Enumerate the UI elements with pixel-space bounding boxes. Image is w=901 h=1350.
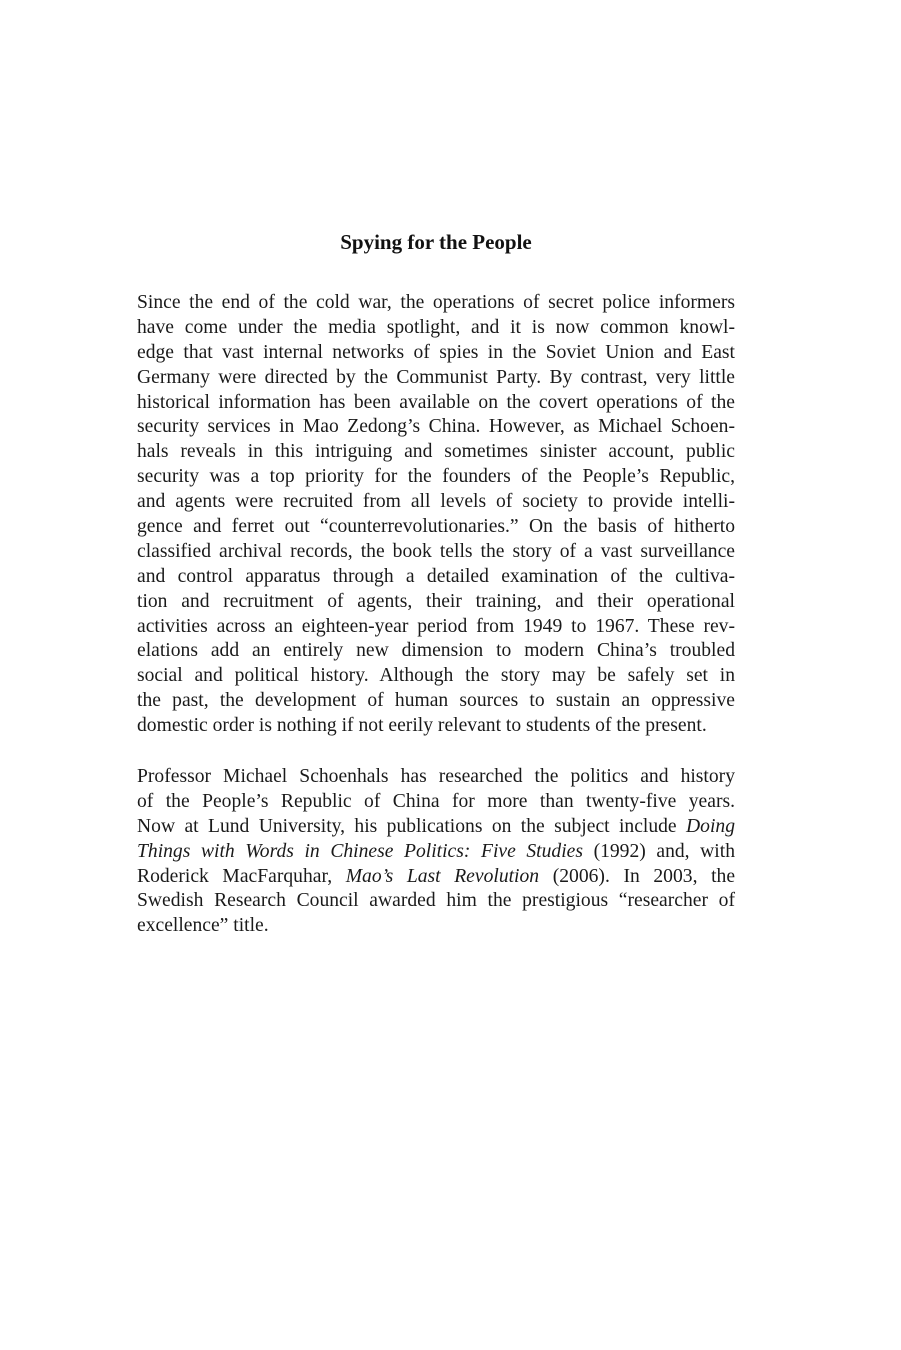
text-line (137, 790, 735, 815)
text-line: elations add an entirely new dimension to modern China’s troubled (137, 640, 735, 662)
text-line: Since the end of the cold war, the operations of secret police informers (137, 292, 735, 313)
book-title-italic: Doing (686, 815, 735, 837)
text-line (137, 815, 735, 840)
text-line: and control apparatus through a detailed examination of the cultiva- (137, 565, 735, 587)
text-line: the past, the development of human sources to sustain an oppressive (137, 690, 735, 712)
page-title: Spying for the People (340, 230, 532, 255)
book-title-italic: Things with Words in Chinese Politics: Five Studies (137, 840, 583, 862)
text-line: and agents were recruited from all levels of society to provide intelli- (137, 491, 735, 513)
text-run: Swedish Research Council awarded him the prestigious “researcher of (137, 890, 735, 912)
text-run: Now at Lund University, his publications on the subject include (137, 815, 687, 837)
author-bio-paragraph (137, 765, 735, 939)
text-run: Roderick MacFarquhar, (137, 865, 346, 887)
text-run: Professor Michael Schoenhals has researched the politics and history (137, 766, 735, 787)
text-line: social and political history. Although the story may be safely set in (137, 665, 735, 687)
text-line: have come under the media spotlight, and it is now common knowl- (137, 316, 735, 338)
text-run: (2006). In 2003, the (539, 865, 736, 887)
text-line (137, 914, 735, 939)
text-line: domestic order is nothing if not eerily relevant to students of the present. (137, 715, 707, 737)
text-run: excellence” title. (137, 915, 269, 937)
text-line: historical information has been available on the covert operations of the (137, 391, 735, 413)
text-line (137, 765, 735, 790)
text-run: of the People’s Republic of China for more than twenty-five years. (137, 790, 735, 812)
text-line (137, 840, 735, 865)
text-line: security was a top priority for the founders of the People’s Republic, (137, 466, 735, 488)
text-line (137, 865, 735, 890)
text-line: security services in Mao Zedong’s China. However, as Michael Schoen- (137, 416, 735, 438)
text-line: classified archival records, the book tells the story of a vast surveillance (137, 540, 735, 562)
text-line: activities across an eighteen-year period from 1949 to 1967. These rev- (137, 615, 735, 637)
text-line: Germany were directed by the Communist Party. By contrast, very little (137, 366, 735, 388)
text-line (137, 889, 735, 914)
text-line: hals reveals in this intriguing and sometimes sinister account, public (137, 441, 735, 463)
text-run: (1992) and, with (582, 840, 735, 862)
book-title-italic: Mao’s Last Revolution (345, 865, 540, 887)
text-line: gence and ferret out “counterrevolutionaries.” On the basis of hitherto (137, 516, 735, 538)
text-line: tion and recruitment of agents, their training, and their operational (137, 590, 735, 612)
text-line: edge that vast internal networks of spies in the Soviet Union and East (137, 341, 735, 363)
book-description-paragraph (137, 291, 735, 739)
